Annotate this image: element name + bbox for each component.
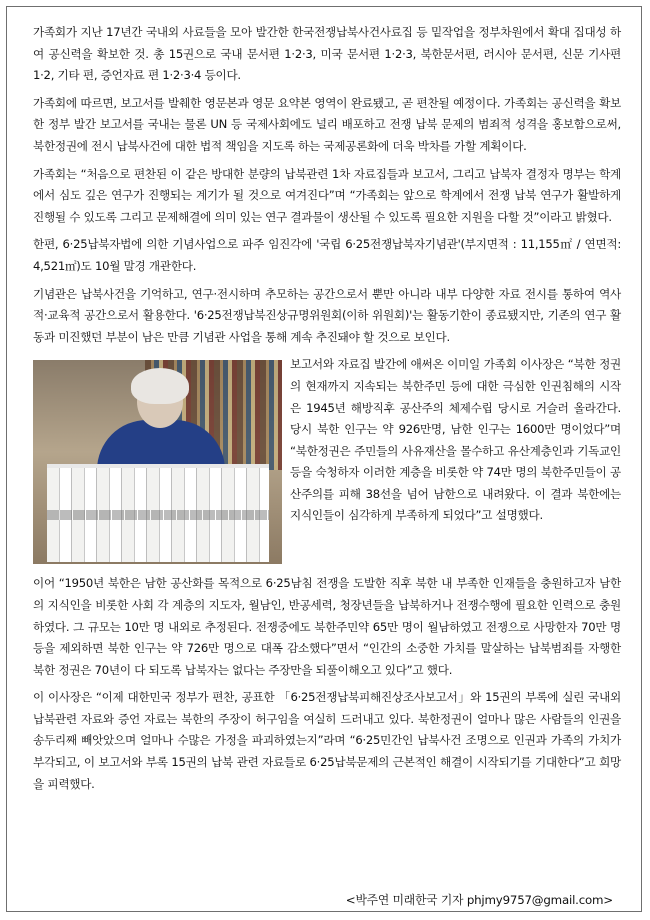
paragraph-4: 한편, 6·25납북자법에 의한 기념사업으로 파주 임진각에 '국립 6·25전쟁납북자기념관'(부지면적 : 11,155㎡ / 연면적: 4,521㎡)도 10월 말경 개관한다. (33, 237, 621, 273)
article-page (6, 6, 642, 912)
paragraph-6: 이어 “1950년 북한은 남한 공산화를 목적으로 6·25남침 전쟁을 도발한 직후 북한 내 부족한 인재들을 충원하고자 남한의 지식인을 비롯한 사회 각 계층의 지도자, 월남인, 반공세력, 청장년들을 납북하거나 전쟁수행에 필요한 인력으로 충원하였다. 그 규모는 10만 명 내외로 추정된다. 전쟁중에도 북한주민약 65만 명이 월남하였고 전쟁으로 사망한자 70만 명 등을 제외하면 북한 인구는 약 726만 명으로 대폭 감소했다”면서 “인간의 소중한 가치를 말살하는 납북범죄를 자행한 북한 정권은 70년이 다 되도록 납북자는 없다는 주장만을 되풀이해오고 있다”고 했다. (33, 576, 621, 677)
article-body (33, 22, 621, 801)
byline: <박주연 미래한국 기자 phjmy9757@gmail.com> (345, 893, 613, 907)
paragraph-3: 가족회는 “처음으로 편찬된 이 같은 방대한 분량의 납북관련 1차 자료집들과 보고서, 그리고 납북자 결정자 명부는 학계에서 심도 깊은 연구가 진행되는 계기가 될 것으로 여겨진다”며 “가족회는 앞으로 학계에서 전쟁 납북 연구가 활발하게 진행될 수 있도록 그리고 문제해결에 의미 있는 연구 결과물이 생산될 수 있도록 필요한 지원을 다할 것”이라고 밝혔다. (33, 166, 621, 224)
person-hair (131, 368, 189, 404)
paragraph-5: 기념관은 납북사건을 기억하고, 연구·전시하며 추모하는 공간으로서 뿐만 아니라 내부 다양한 자료 전시를 통하여 역사적·교육적 공간으로서 활용한다. '6·25전쟁납북진상규명위원회(이하 위원회)'는 활동기한이 종료됐지만, 기존의 연구 활동과 미진했던 부분이 남은 만큼 기념관 사업을 통해 계속 추진돼야 할 것으로 보인다. (33, 286, 621, 344)
figure-row (33, 354, 621, 569)
paragraph-1: 가족회가 지난 17년간 국내외 사료들을 모아 발간한 한국전쟁납북사건사료집 등 밑작업을 정부차원에서 확대 집대성 하여 공신력을 확보한 것. 총 15권으로 국내 문서편 1·2·3, 미국 문서편 1·2·3, 북한문서편, 러시아 문서편, 신문 기사편 1·2, 기타 편, 증언자료 편 1·2·3·4 등이다. (33, 25, 621, 83)
chairperson-photo (33, 360, 282, 564)
volume-labels (47, 510, 269, 520)
paragraph-7: 이 이사장은 “이제 대한민국 정부가 편찬, 공표한 「6·25전쟁납북피해진상조사보고서」와 15권의 부록에 실린 국내외 납북관련 자료와 증언 자료는 북한의 주장이 허구임을 여실히 드러내고 있다. 북한정권이 얼마나 많은 사람들의 인권을 송두리째 빼앗았으며 얼마나 수많은 가정을 파괴하였는지”라며 “6·25민간인 납북사건 조명으로 인권과 가족의 가치가 부각되고, 이 보고서와 부록 15권의 납북 관련 자료들로 6·25납북문제의 근본적인 해결이 시작되기를 기대한다”고 희망을 피력했다. (33, 690, 621, 791)
paragraph-2: 가족회에 따르면, 보고서를 발췌한 영문본과 영문 요약본 영역이 완료됐고, 곧 편찬될 예정이다. 가족회는 공신력을 확보한 정부 발간 보고서를 국내는 물론 UN 등 국제사회에도 널리 배포하고 전쟁 납북 문제의 범죄적 성격을 홍보함으로써, 북한정권에 전시 납북사건에 대한 법적 책임을 지도록 하는 국제공론화에 더욱 박차를 가할 계획이다. (33, 95, 621, 153)
paragraph-side: 보고서와 자료집 발간에 애써온 이미일 가족회 이사장은 “북한 정권의 현재까지 지속되는 북한주민 등에 대한 극심한 인권침해의 시작은 1945년 해방직후 공산주의 체제수립 당시로 거슬러 올라간다. 당시 북한 인구는 약 926만명, 남한 인구는 1600만 명이었다”며 “북한정권은 주민들의 사유재산을 몰수하고 유산계층인과 기독교인 등을 숙청하자 이러한 계층을 비롯한 약 74만 명의 북한주민들이 공산주의를 피해 38선을 넘어 남한으로 내려왔다. 이 결과 북한에는 지식인들이 심각하게 부족하게 되었다”고 설명했다. (290, 357, 621, 523)
